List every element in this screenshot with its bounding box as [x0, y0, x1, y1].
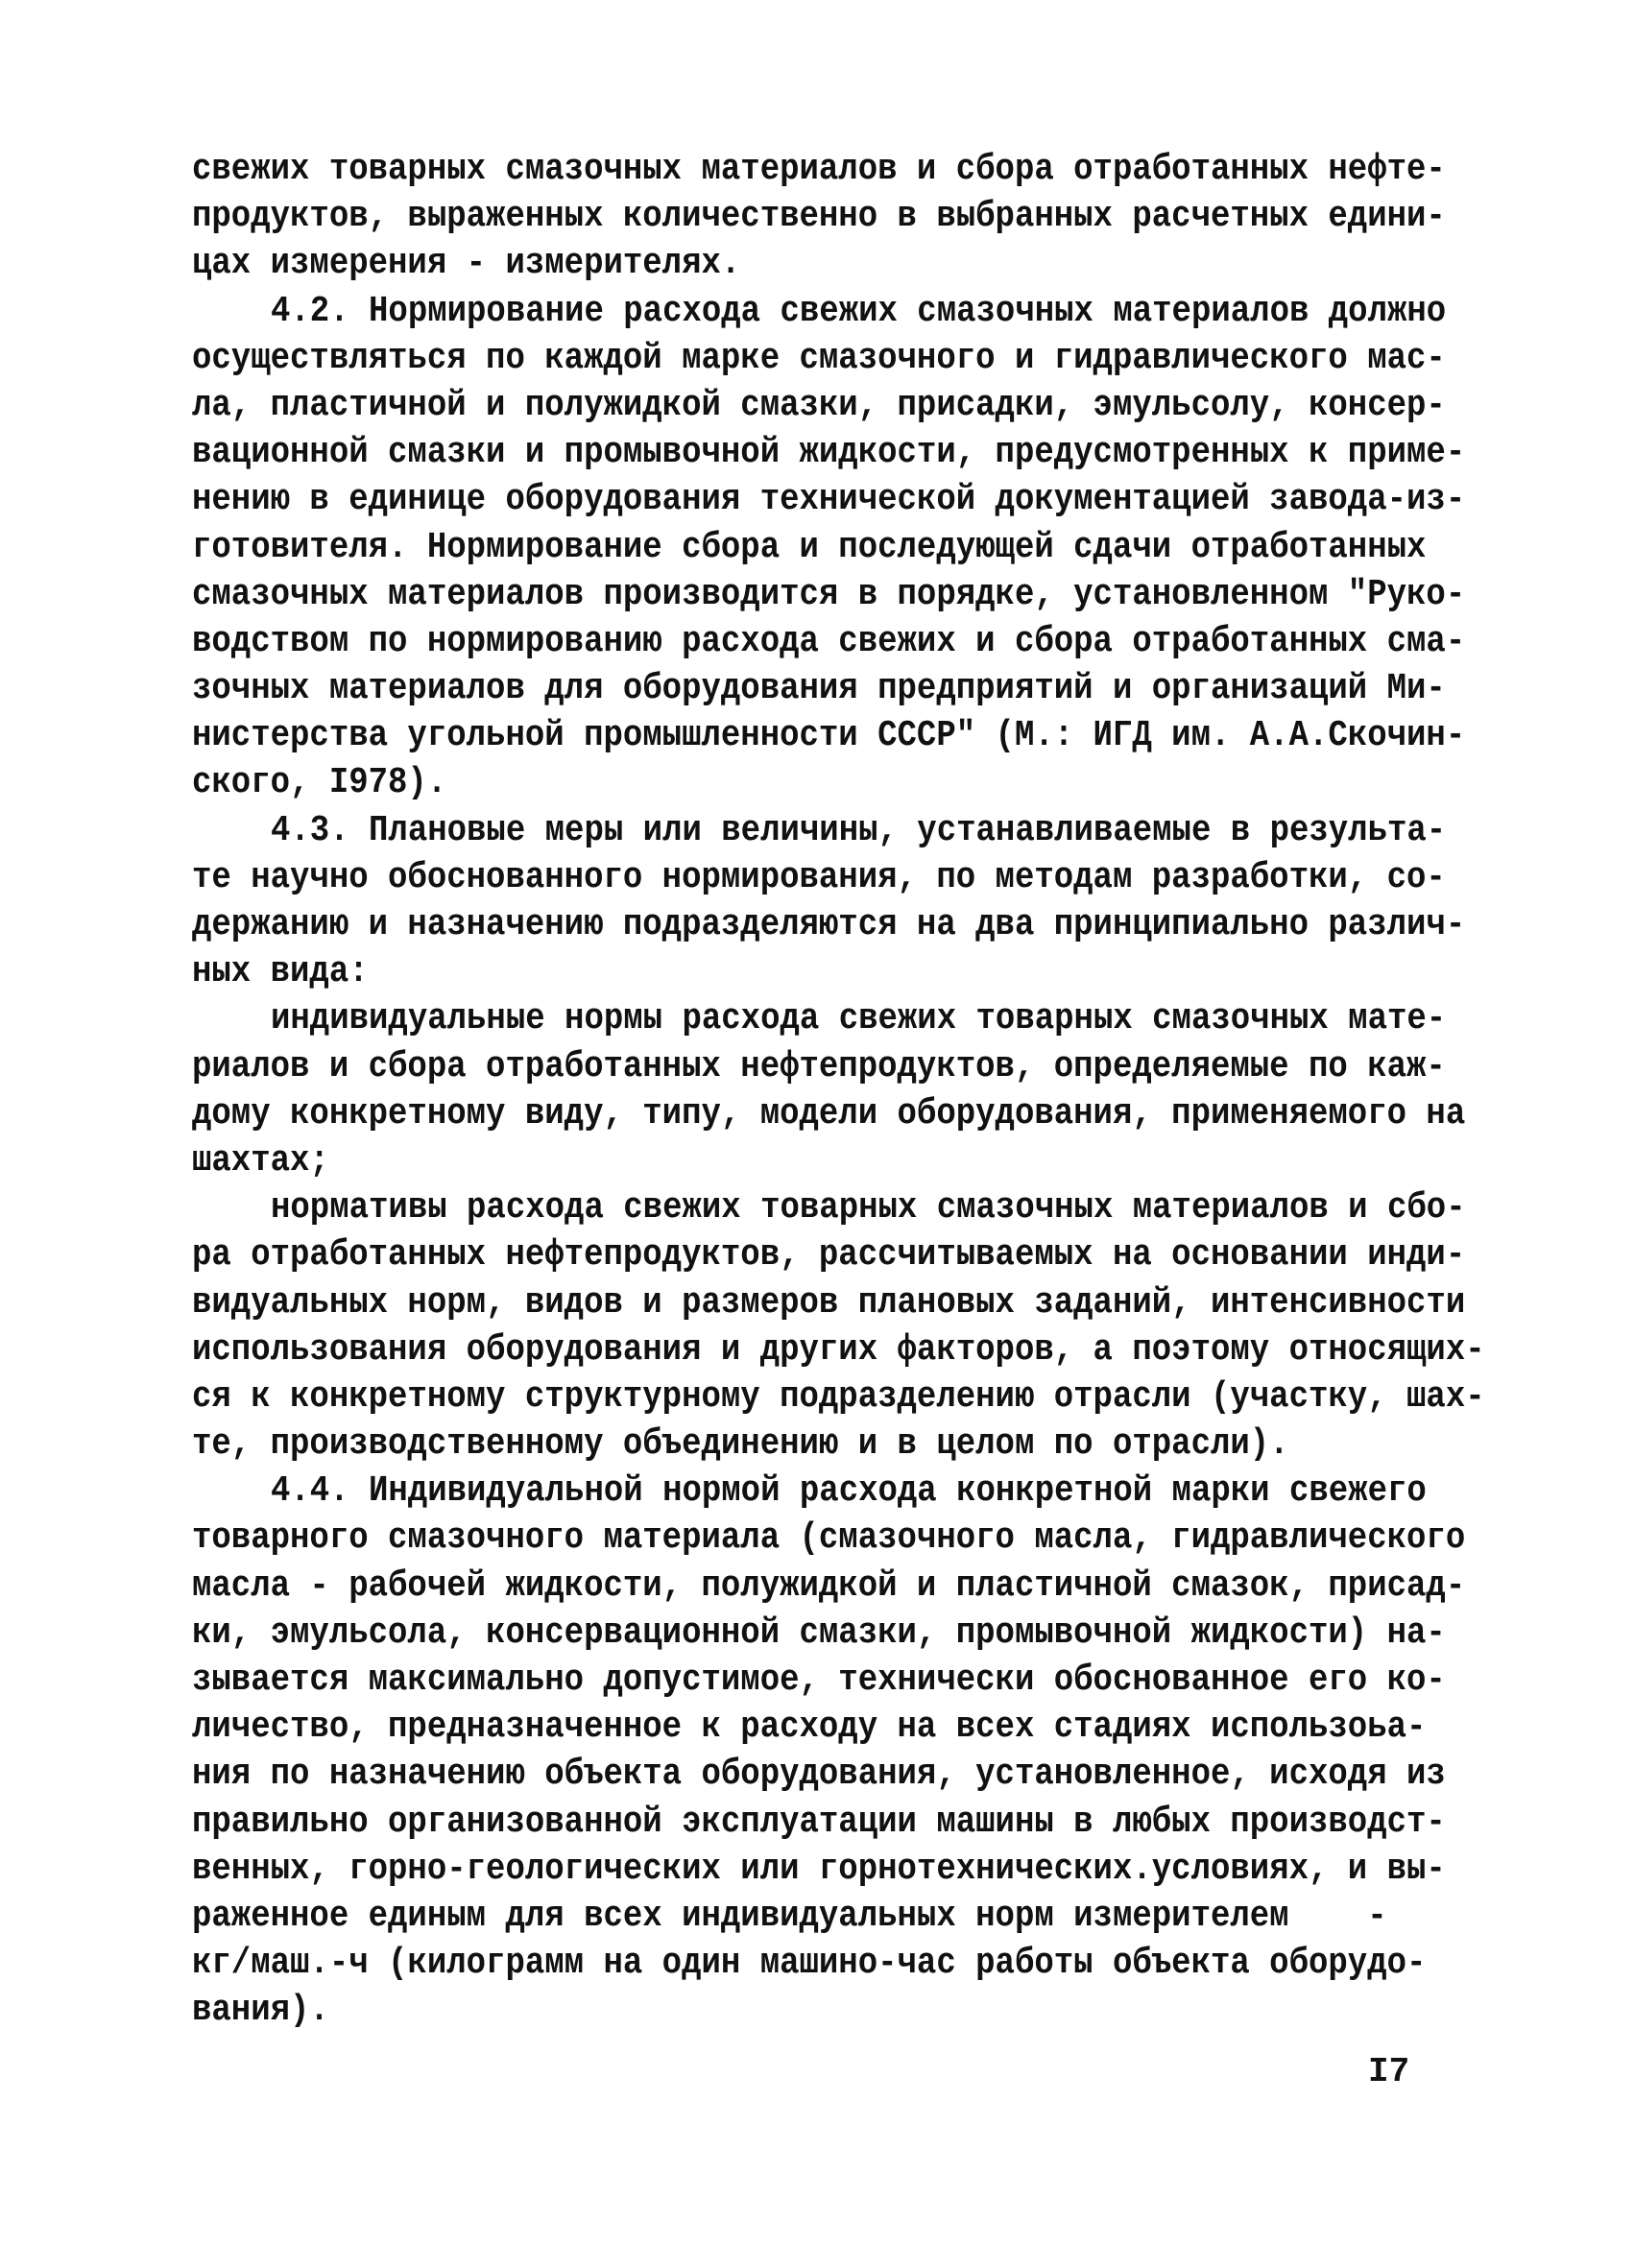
- text-line: продуктов, выраженных количественно в выбранных расчетных едини-: [192, 196, 1446, 238]
- text-line: риалов и сбора отработанных нефтепродуктов, определяемые по каж-: [192, 1046, 1446, 1087]
- text-line: свежих товарных смазочных материалов и сбора отработанных нефте-: [192, 149, 1446, 191]
- text-line: водством по нормированию расхода свежих и сбора отработанных сма-: [192, 621, 1466, 663]
- text-line: готовителя. Нормирование сбора и последующей сдачи отработанных: [192, 527, 1427, 568]
- text-line: нистерства угольной промышленности СССР" (М.: ИГД им. А.А.Скочин-: [192, 715, 1466, 757]
- page-number: I7: [1368, 2052, 1410, 2091]
- text-line: смазочных материалов производится в порядке, установленном "Руко-: [192, 574, 1466, 615]
- text-line: держанию и назначению подразделяются на два принципиально различ-: [192, 904, 1466, 946]
- document-body: [192, 147, 1485, 2036]
- text-line: 4.3. Плановые меры или величины, устанавливаемые в результа-: [271, 810, 1447, 851]
- text-line: венных, горно-геологических или горнотехнических.условиях, и вы-: [192, 1849, 1446, 1890]
- text-line: товарного смазочного материала (смазочного масла, гидравлического: [192, 1518, 1466, 1560]
- text-line: кг/маш.-ч (килограмм на один машино-час работы объекта оборудо-: [192, 1943, 1427, 1985]
- text-line: шахтах;: [192, 1140, 329, 1182]
- text-line: те, производственному объединению и в целом по отрасли).: [192, 1423, 1289, 1466]
- text-line: ра отработанных нефтепродуктов, рассчитываемых на основании инди-: [192, 1234, 1466, 1277]
- text-line: цах измерения - измерителях.: [192, 244, 741, 285]
- text-line: использования оборудования и других факторов, а поэтому относящих-: [192, 1329, 1485, 1371]
- text-line: 4.4. Индивидуальной нормой расхода конкретной марки свежего: [271, 1470, 1427, 1513]
- text-line: те научно обоснованного нормирования, по методам разработки, со-: [192, 857, 1446, 899]
- text-line: вационной смазки и промывочной жидкости, предусмотренных к приме-: [192, 432, 1466, 474]
- text-line: индивидуальные нормы расхода свежих товарных смазочных мате-: [271, 999, 1447, 1040]
- text-line: ся к конкретному структурному подразделению отрасли (участку, шах-: [192, 1376, 1485, 1419]
- text-line: ки, эмульсола, консервационной смазки, промывочной жидкости) на-: [192, 1612, 1446, 1655]
- text-line: масла - рабочей жидкости, полужидкой и пластичной смазок, присад-: [192, 1565, 1466, 1607]
- text-line: осуществляться по каждой марке смазочного и гидравлического мас-: [192, 338, 1446, 379]
- text-line: ния по назначению объекта оборудования, установленное, исходя из: [192, 1755, 1446, 1796]
- text-line: личество, предназначенное к расходу на всех стадиях использоьа-: [192, 1707, 1427, 1749]
- text-line: ла, пластичной и полужидкой смазки, присадки, эмульсолу, консер-: [192, 385, 1446, 427]
- text-line: нормативы расхода свежих товарных смазочных материалов и сбо-: [271, 1187, 1466, 1229]
- text-line: нению в единице оборудования технической документацией завода-из-: [192, 479, 1466, 521]
- text-line: вания).: [192, 1990, 329, 2032]
- text-line: зочных материалов для оборудования предприятий и организаций Ми-: [192, 668, 1446, 710]
- text-line: ского, I978).: [192, 763, 447, 804]
- text-line: ных вида:: [192, 951, 369, 993]
- text-line: дому конкретному виду, типу, модели оборудования, применяемого на: [192, 1093, 1466, 1134]
- text-line: зывается максимально допустимое, технически обоснованное его ко-: [192, 1659, 1446, 1702]
- text-line: видуальных норм, видов и размеров плановых заданий, интенсивности: [192, 1282, 1466, 1324]
- text-line: 4.2. Нормирование расхода свежих смазочных материалов должно: [271, 291, 1447, 332]
- text-line: правильно организованной эксплуатации машины в любых производст-: [192, 1802, 1446, 1843]
- text-line: раженное единым для всех индивидуальных норм измерителем -: [192, 1896, 1387, 1938]
